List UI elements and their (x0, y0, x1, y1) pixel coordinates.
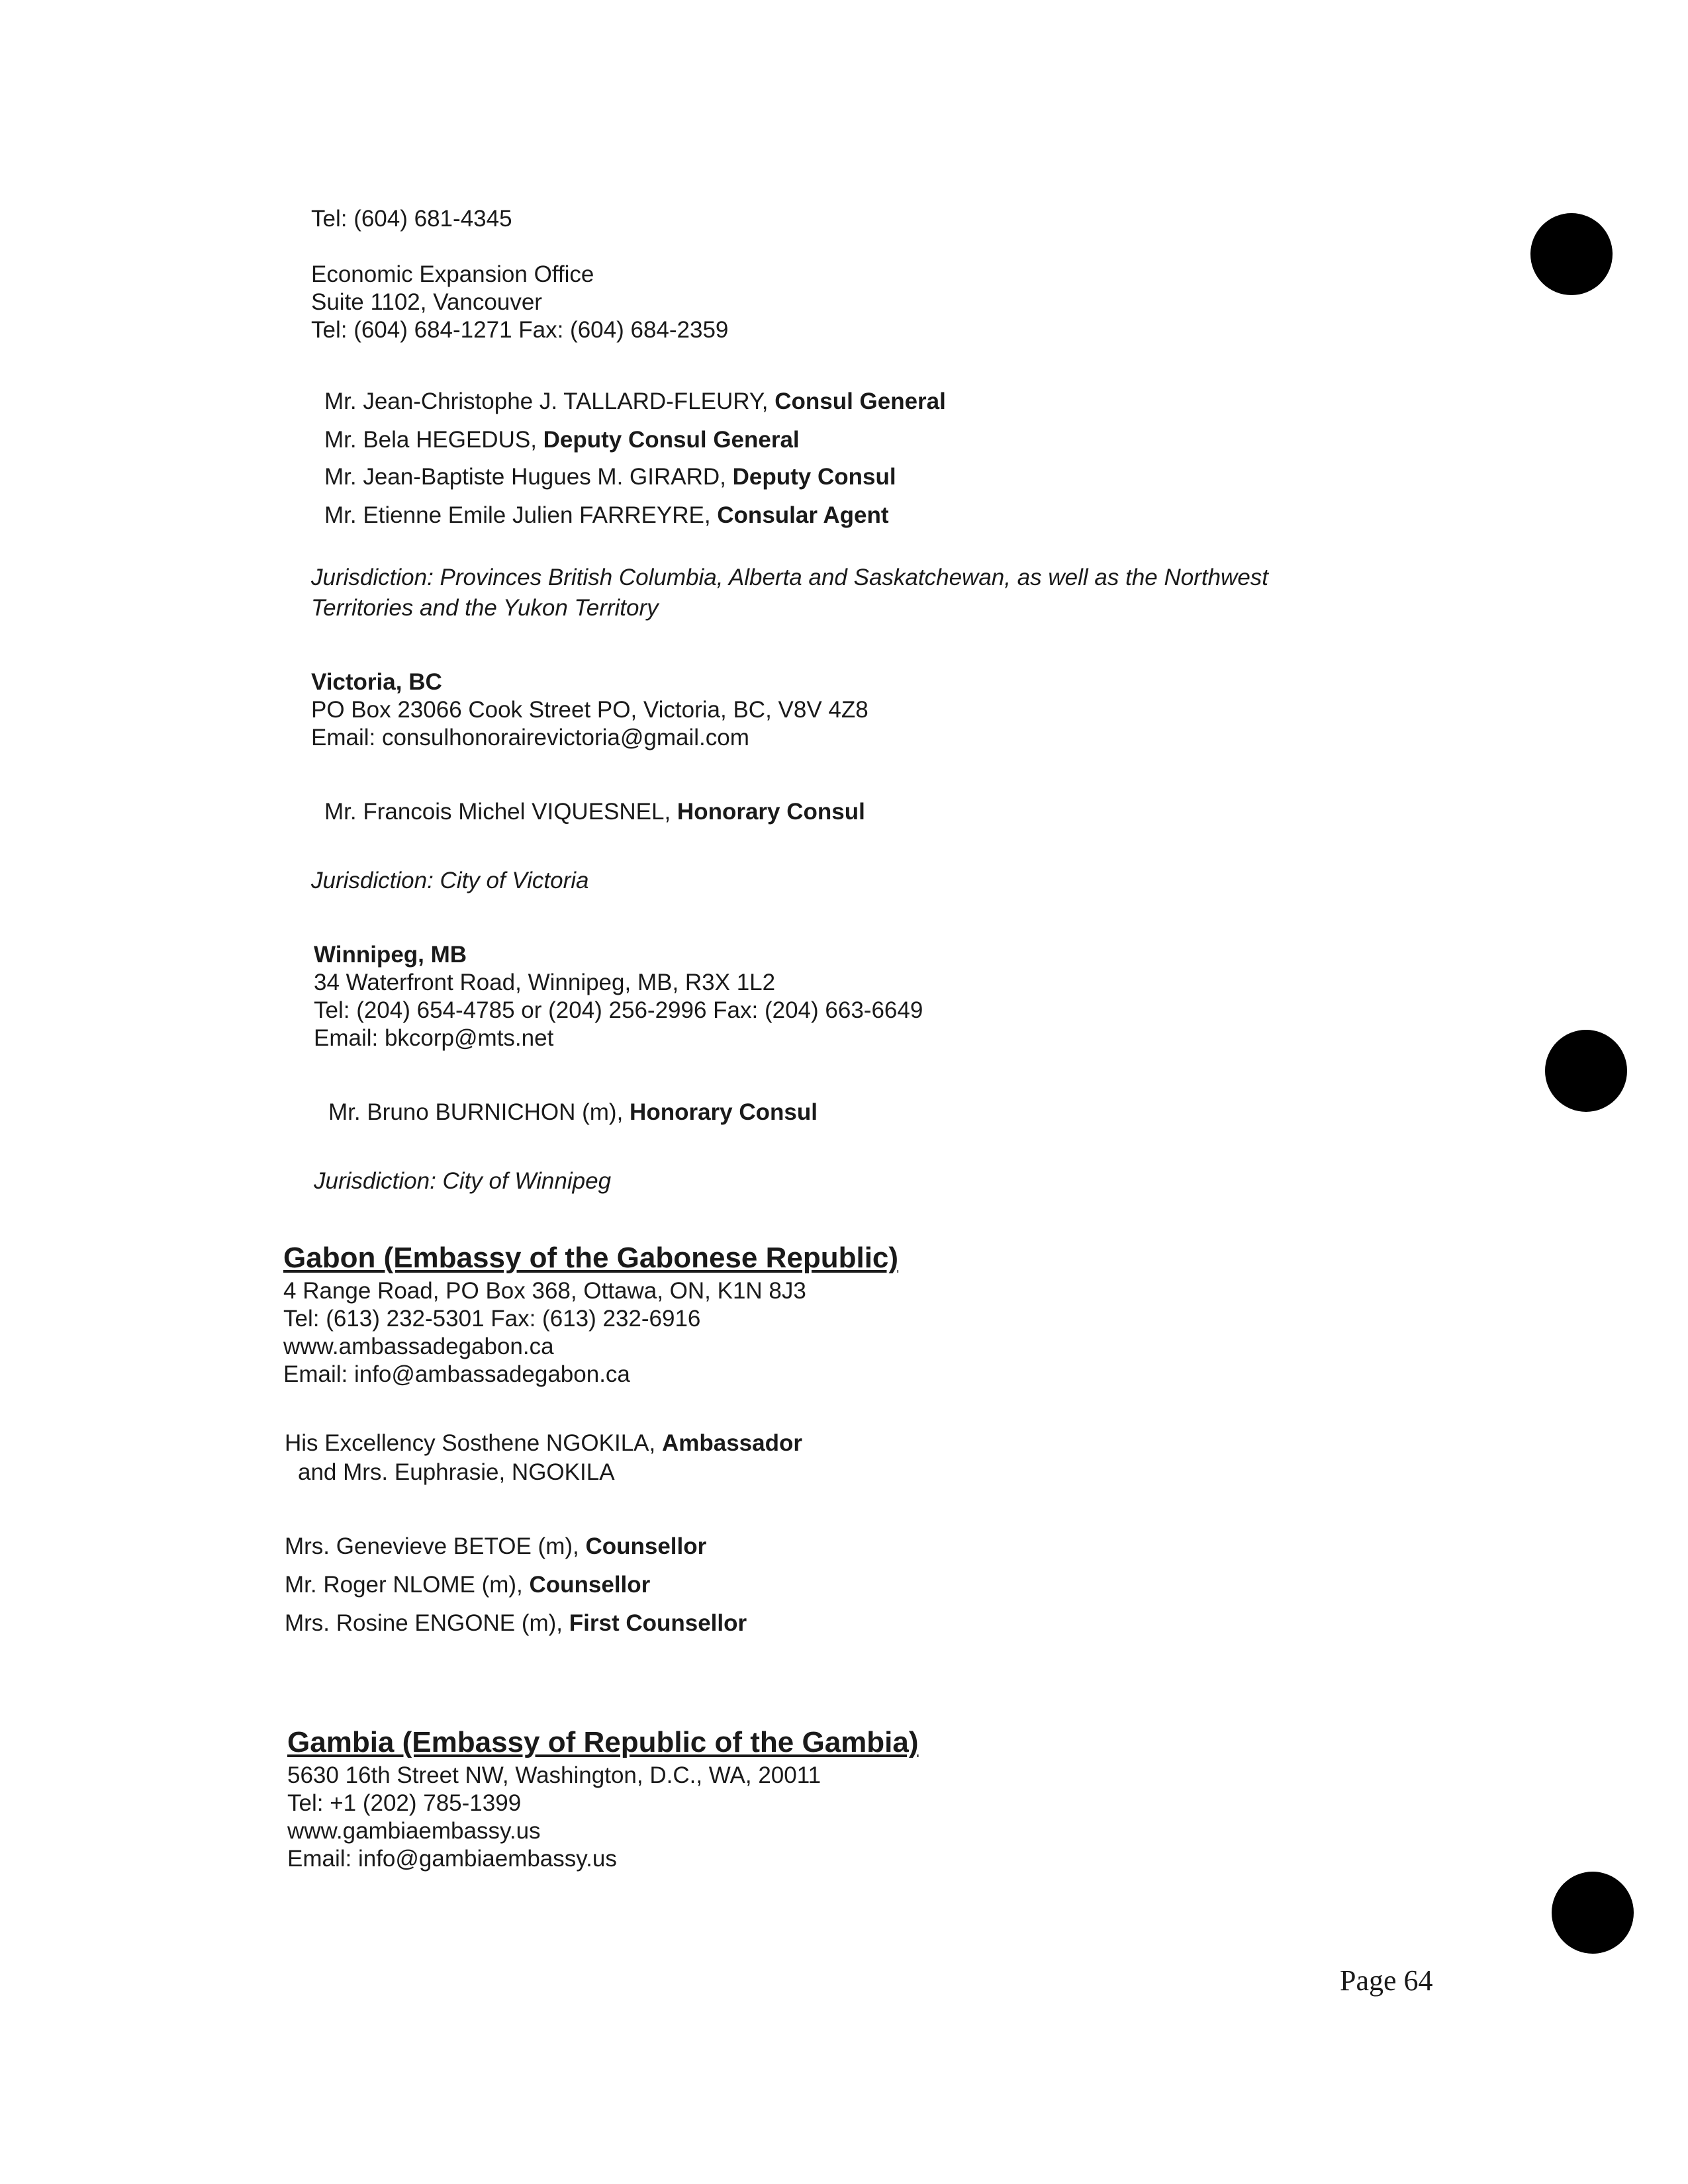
punch-hole-icon (1545, 1030, 1627, 1112)
punch-hole-icon (1530, 213, 1613, 295)
jurisdiction-line: Jurisdiction: City of Victoria (311, 868, 589, 893)
official-title: Deputy Consul General (543, 427, 800, 453)
official-line (324, 463, 896, 491)
official-title: First Counsellor (569, 1610, 747, 1636)
official-name: Mr. Roger NLOME (m), (285, 1572, 530, 1598)
punch-hole-icon (1552, 1872, 1634, 1954)
official-name: His Excellency Sosthene NGOKILA, (285, 1430, 662, 1456)
official-title: Counsellor (529, 1572, 651, 1598)
official-line (324, 388, 946, 416)
email: Email: info@ambassadegabon.ca (283, 1361, 630, 1387)
address: 5630 16th Street NW, Washington, D.C., WA, 20011 (287, 1762, 821, 1788)
official-line (324, 502, 889, 529)
official-title: Deputy Consul (732, 464, 896, 490)
official-line (324, 798, 865, 826)
official-line (285, 1533, 706, 1561)
spouse-line: and Mrs. Euphrasie, NGOKILA (298, 1459, 615, 1485)
official-name: Mr. Jean-Christophe J. TALLARD-FLEURY, (324, 388, 775, 414)
country-heading: Gambia (Embassy of Republic of the Gambia) (287, 1726, 919, 1758)
official-name: Mr. Bela HEGEDUS, (324, 427, 543, 453)
official-name: Mr. Etienne Emile Julien FARREYRE, (324, 502, 718, 528)
office-name: Economic Expansion Office (311, 261, 594, 287)
official-line (285, 1610, 747, 1637)
official-line (285, 1571, 650, 1599)
city-heading: Victoria, BC (311, 669, 442, 695)
official-title: Honorary Consul (677, 799, 865, 825)
tel: Tel: (204) 654-4785 or (204) 256-2996 Fax: (204) 663-6649 (314, 997, 923, 1023)
tel: Tel: +1 (202) 785-1399 (287, 1790, 522, 1816)
official-title: Ambassador (661, 1430, 802, 1456)
official-name: Mrs. Genevieve BETOE (m), (285, 1533, 586, 1559)
official-name: Mr. Jean-Baptiste Hugues M. GIRARD, (324, 464, 733, 490)
office-suite: Suite 1102, Vancouver (311, 289, 542, 315)
page-number: Page 64 (1340, 1964, 1433, 1997)
email: Email: consulhonorairevictoria@gmail.com (311, 725, 749, 751)
country-heading: Gabon (Embassy of the Gabonese Republic) (283, 1242, 899, 1274)
address: 4 Range Road, PO Box 368, Ottawa, ON, K1N 8J3 (283, 1278, 806, 1304)
website: www.gambiaembassy.us (287, 1818, 541, 1844)
official-name: Mr. Bruno BURNICHON (m), (328, 1099, 630, 1125)
ambassador-line (285, 1430, 802, 1457)
vancouver-tel: Tel: (604) 681-4345 (311, 206, 512, 232)
email: Email: bkcorp@mts.net (314, 1025, 554, 1051)
website: www.ambassadegabon.ca (283, 1334, 554, 1359)
official-title: Consul General (774, 388, 946, 414)
official-title: Consular Agent (717, 502, 889, 528)
jurisdiction-line: Jurisdiction: City of Winnipeg (314, 1168, 612, 1194)
official-name: Mr. Francois Michel VIQUESNEL, (324, 799, 677, 825)
official-line (328, 1099, 818, 1126)
address: 34 Waterfront Road, Winnipeg, MB, R3X 1L2 (314, 970, 776, 995)
city-heading: Winnipeg, MB (314, 942, 467, 968)
official-name: Mrs. Rosine ENGONE (m), (285, 1610, 569, 1636)
official-title: Honorary Consul (630, 1099, 818, 1125)
tel: Tel: (613) 232-5301 Fax: (613) 232-6916 (283, 1306, 701, 1332)
jurisdiction-line: Jurisdiction: Provinces British Columbia, Alberta and Saskatchewan, as well as the Northwest (311, 565, 1269, 590)
office-tel: Tel: (604) 684-1271 Fax: (604) 684-2359 (311, 317, 729, 343)
official-line (324, 426, 800, 454)
email: Email: info@gambiaembassy.us (287, 1846, 617, 1872)
address: PO Box 23066 Cook Street PO, Victoria, BC, V8V 4Z8 (311, 697, 868, 723)
jurisdiction-line: Territories and the Yukon Territory (311, 595, 659, 621)
official-title: Counsellor (585, 1533, 707, 1559)
